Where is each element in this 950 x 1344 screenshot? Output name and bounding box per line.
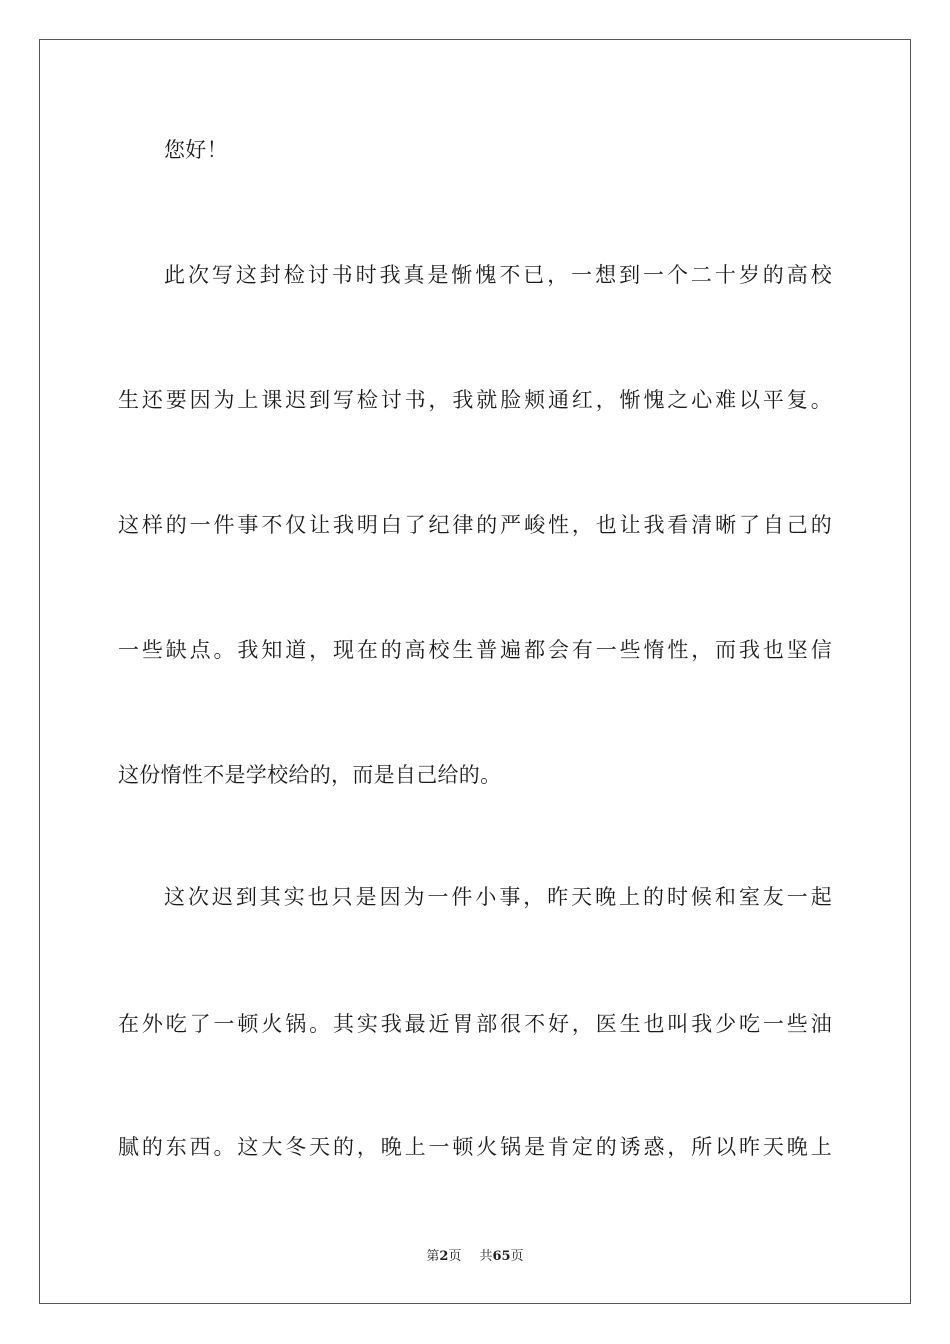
page-footer <box>0 1248 950 1266</box>
page-number: 2 <box>439 1249 449 1264</box>
paragraph-1-line-5: 这份惰性不是学校给的，而是自己给的。 <box>118 763 502 787</box>
paragraph-2-line-2: 在外吃了一顿火锅。其实我最近胃部很不好，医生也叫我少吃一些油 <box>118 1012 832 1036</box>
total-suffix: 页 <box>510 1249 524 1264</box>
greeting: 您好！ <box>164 138 228 162</box>
paragraph-2-line-3: 腻的东西。这大冬天的，晚上一顿火锅是肯定的诱惑，所以昨天晚上 <box>118 1135 832 1159</box>
page-border <box>39 39 911 1304</box>
paragraph-1-line-1: 此次写这封检讨书时我真是惭愧不已，一想到一个二十岁的高校 <box>164 263 832 287</box>
paragraph-1-line-4: 一些缺点。我知道，现在的高校生普遍都会有一些惰性，而我也坚信 <box>118 638 832 662</box>
paragraph-1-line-2: 生还要因为上课迟到写检讨书，我就脸颊通红，惭愧之心难以平复。 <box>118 388 832 412</box>
paragraph-2-line-1: 这次迟到其实也只是因为一件小事，昨天晚上的时候和室友一起 <box>164 885 832 909</box>
total-prefix: 共 <box>479 1249 493 1264</box>
page-prefix: 第 <box>426 1249 440 1264</box>
paragraph-1-line-3: 这样的一件事不仅让我明白了纪律的严峻性，也让我看清晰了自己的 <box>118 513 832 537</box>
page-suffix: 页 <box>448 1249 462 1264</box>
total-pages: 65 <box>492 1249 511 1264</box>
